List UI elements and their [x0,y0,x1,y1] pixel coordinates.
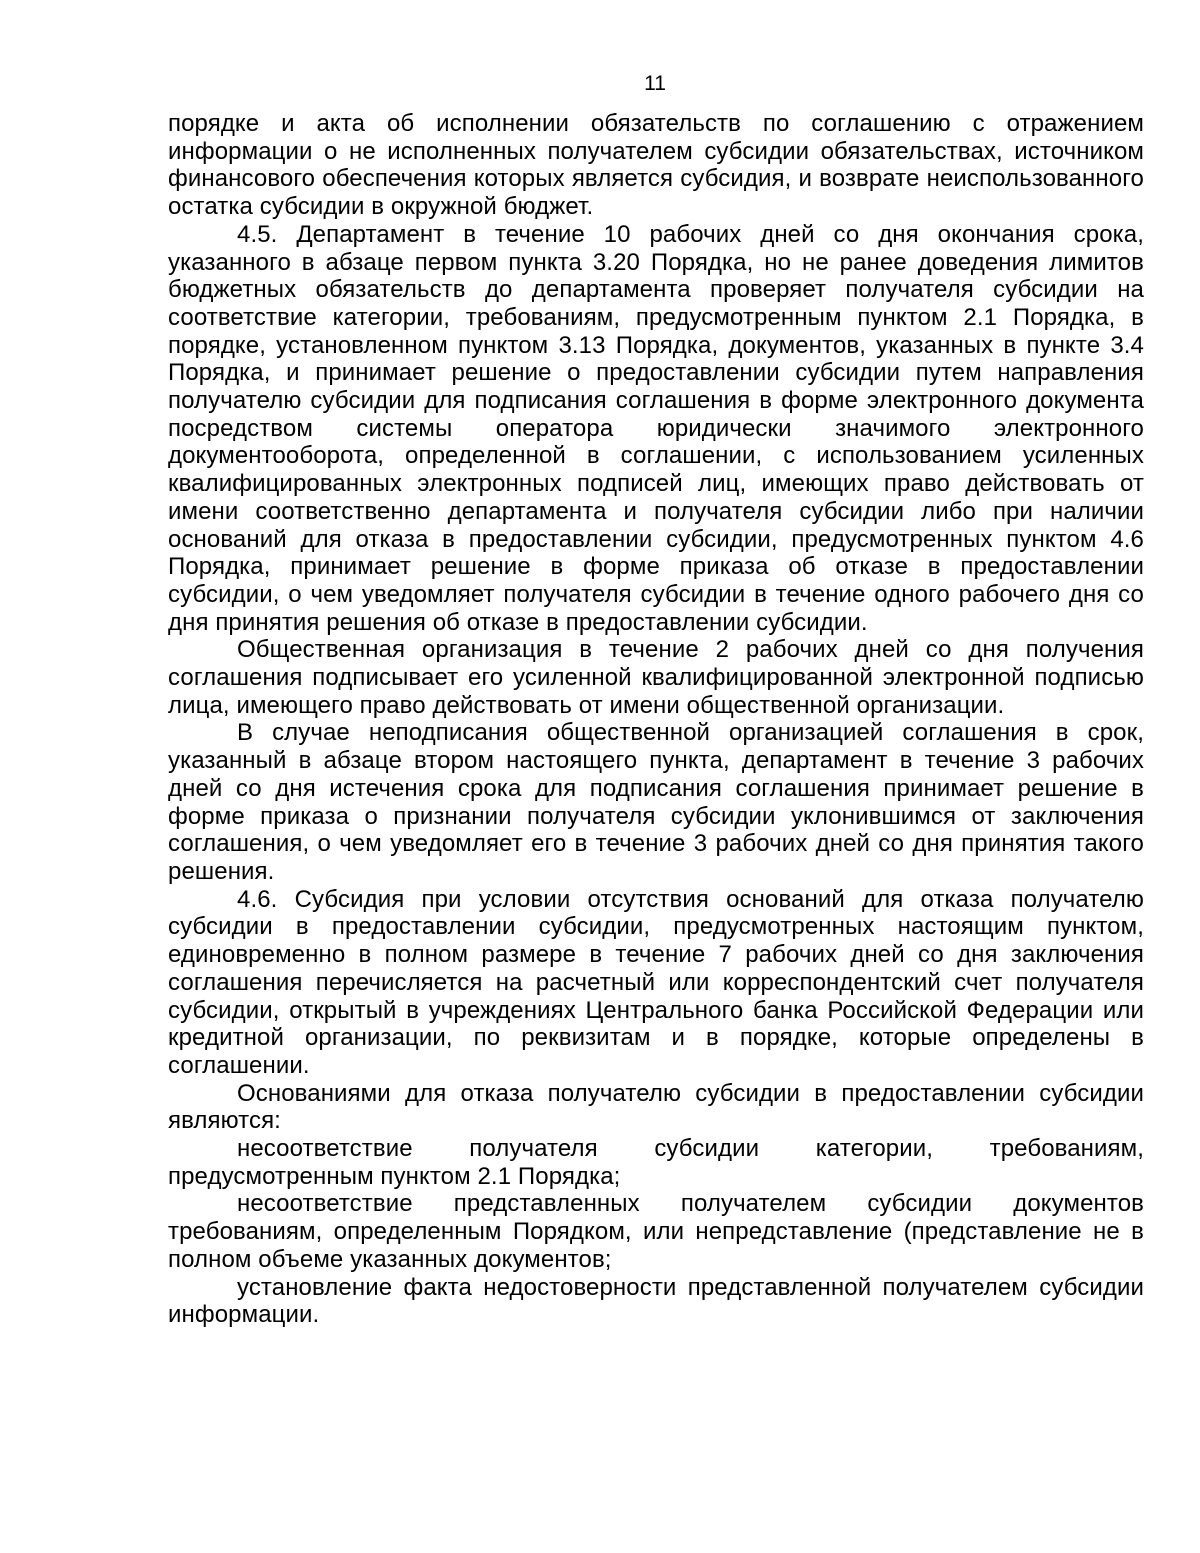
paragraph-non-signing: В случае неподписания общественной организацией соглашения в срок, указанный в абзаце втором настоящего пункта, департамент в течение 3 рабочих дней со дня истечения срока для подписания соглашения принимает решение в форме приказа о признании получателя субсидии уклонившимся от заключения соглашения, о чем уведомляет его в течение 3 рабочих дней со дня принятия такого решения. [168,719,1144,885]
list-item-ground-1: несоответствие получателя субсидии категории, требованиям, предусмотренным пунктом 2.1 Порядка; [168,1135,1144,1190]
paragraph-continuation: порядке и акта об исполнении обязательств по соглашению с отражением информации о не исполненных получателем субсидии обязательствах, источником финансового обеспечения которых является субсидия, и возврате неиспользованного остатка субсидии в окружной бюджет. [168,110,1144,221]
list-item-ground-2: несоответствие представленных получателем субсидии документов требованиям, определенным Порядком, или непредставление (представление не в полном объеме указанных документов; [168,1190,1144,1273]
paragraph-refusal-grounds: Основаниями для отказа получателю субсидии в предоставлении субсидии являются: [168,1079,1144,1135]
document-body [168,110,1144,1329]
page-number: 11 [644,72,666,95]
paragraph-4-5: 4.5. Департамент в течение 10 рабочих дней со дня окончания срока, указанного в абзаце первом пункта 3.20 Порядка, но не ранее доведения лимитов бюджетных обязательств до департамента проверяет получателя субсидии на соответствие категории, требованиям, предусмотренным пунктом 2.1 Порядка, в порядке, установленном пунктом 3.13 Порядка, документов, указанных в пункте 3.4 Порядка, и принимает решение о предоставлении субсидии путем направления получателю субсидии для подписания соглашения в форме электронного документа посредством системы оператора юридически значимого электронного документооборота, определенной в соглашении, с использованием усиленных квалифицированных электронных подписей лиц, имеющих право действовать от имени соответственно департамента и получателя субсидии либо при наличии оснований для отказа в предоставлении субсидии, предусмотренных пунктом 4.6 Порядка, принимает решение в форме приказа об отказе в предоставлении субсидии, о чем уведомляет получателя субсидии в течение одного рабочего дня со дня принятия решения об отказе в предоставлении субсидии. [168,220,1144,636]
paragraph-signing: Общественная организация в течение 2 рабочих дней со дня получения соглашения подписывает его усиленной квалифицированной электронной подписью лица, имеющего право действовать от имени общественной организации. [168,636,1144,719]
list-item-ground-3: установление факта недостоверности представленной получателем субсидии информации. [168,1273,1144,1329]
paragraph-4-6: 4.6. Субсидия при условии отсутствия оснований для отказа получателю субсидии в предоставлении субсидии, предусмотренных настоящим пунктом, единовременно в полном размере в течение 7 рабочих дней со дня заключения соглашения перечисляется на расчетный или корреспондентский счет получателя субсидии, открытый в учреждениях Центрального банка Российской Федерации или кредитной организации, по реквизитам и в порядке, которые определены в соглашении. [168,885,1144,1079]
